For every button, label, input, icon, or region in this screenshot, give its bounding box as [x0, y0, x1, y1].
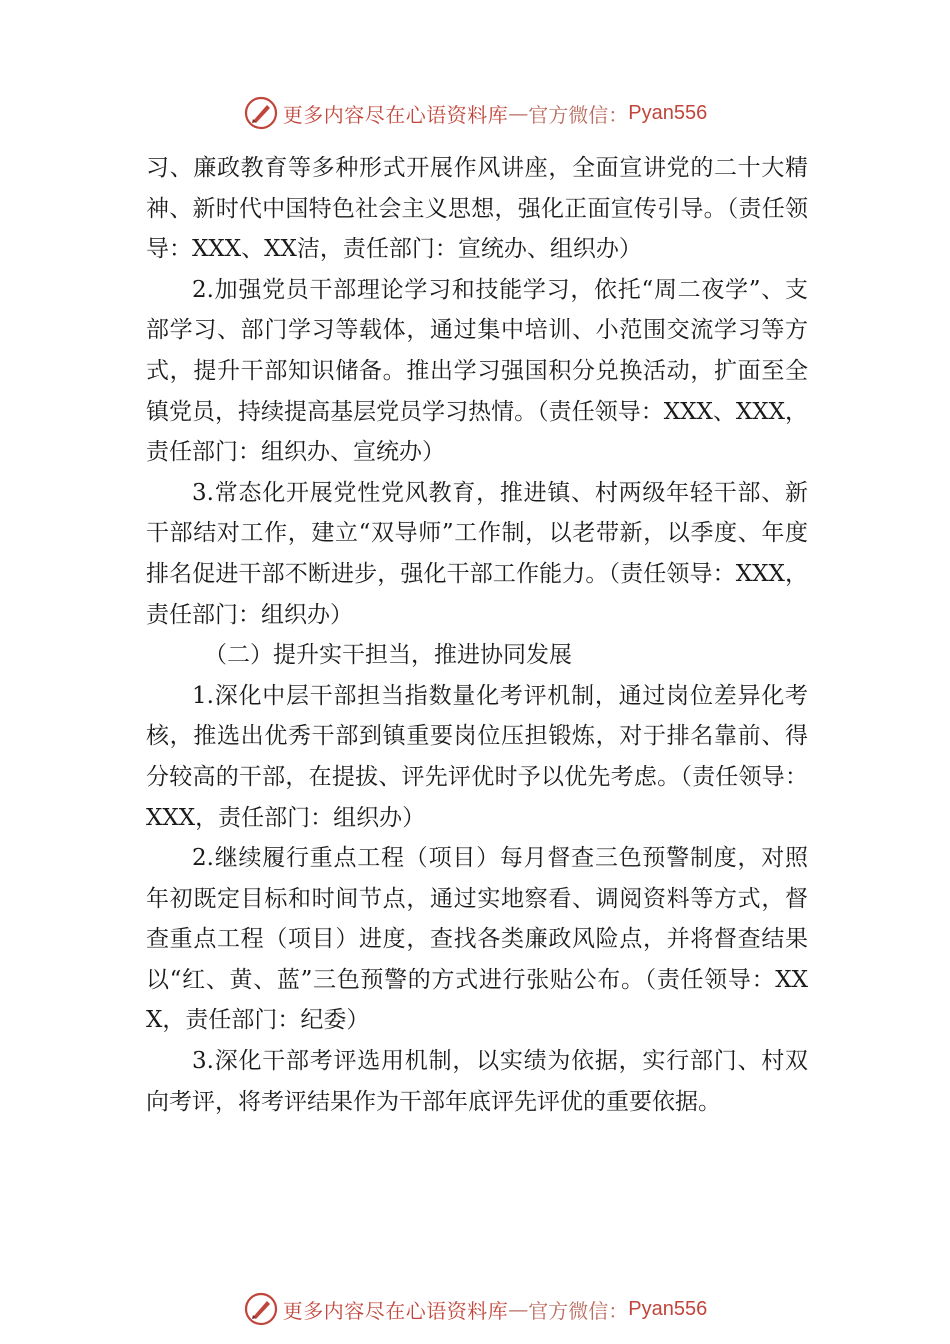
footer-watermark [0, 1289, 950, 1329]
paragraph: 习、廉政教育等多种形式开展作风讲座，全面宣讲党的二十大精神、新时代中国特色社会主义思想，强化正面宣传引导。（责任领导：XXX、XX洁，责任部门：宣统办、组织办） [146, 155, 808, 263]
watermark-title: 更多内容尽在心语资料库 [282, 102, 509, 127]
paragraph: 3.深化干部考评选用机制，以实绩为依据，实行部门、村双向考评，将考评结果作为干部年底评先评优的重要依据。 [146, 1048, 808, 1115]
watermark-separator: — [508, 1297, 529, 1321]
paragraph: 2.加强党员干部理论学习和技能学习，依托“周二夜学”、支部学习、部门学习等载体，通过集中培训、小范围交流学习等方式，提升干部知识储备。推出学习强国积分兑换活动，扩面至全镇党员，持续提高基层党员学习热情。（责任领导：XXX、XXX，责任部门：组织办、宣统办） [146, 276, 808, 466]
paragraph: 3.常态化开展党性党风教育，推进镇、村两级年轻干部、新干部结对工作，建立“双导师”工作制，以老带新，以季度、年度排名促进干部不断进步，强化干部工作能力。（责任领导：XXX，责任部门：组织办） [146, 479, 808, 628]
quill-logo-icon [243, 95, 279, 131]
watermark-handle: Pyan556 [628, 101, 708, 124]
watermark-separator: — [508, 101, 529, 125]
section-heading: （二）提升实干担当，推进协同发展 [204, 642, 572, 669]
paragraph: 1.深化中层干部担当指数量化考评机制，通过岗位差异化考核，推选出优秀干部到镇重要岗位压担锻炼，对于排名靠前、得分较高的干部，在提拔、评先评优时予以优先考虑。（责任领导：XXX，责任部门：组织办） [146, 682, 808, 831]
document-body [146, 148, 808, 1122]
paragraph: 2.继续履行重点工程（项目）每月督查三色预警制度，对照年初既定目标和时间节点，通过实地察看、调阅资料等方式，督查重点工程（项目）进度，查找各类廉政风险点，并将督查结果以“红、黄、蓝”三色预警的方式进行张贴公布。（责任领导：XXX，责任部门：纪委） [146, 845, 808, 1034]
watermark-label: 官方微信： [528, 102, 629, 127]
quill-logo-icon [243, 1291, 279, 1327]
watermark-title: 更多内容尽在心语资料库 [282, 1298, 509, 1323]
header-watermark [0, 93, 950, 133]
watermark-handle: Pyan556 [628, 1297, 708, 1320]
watermark-label: 官方微信： [528, 1298, 629, 1323]
